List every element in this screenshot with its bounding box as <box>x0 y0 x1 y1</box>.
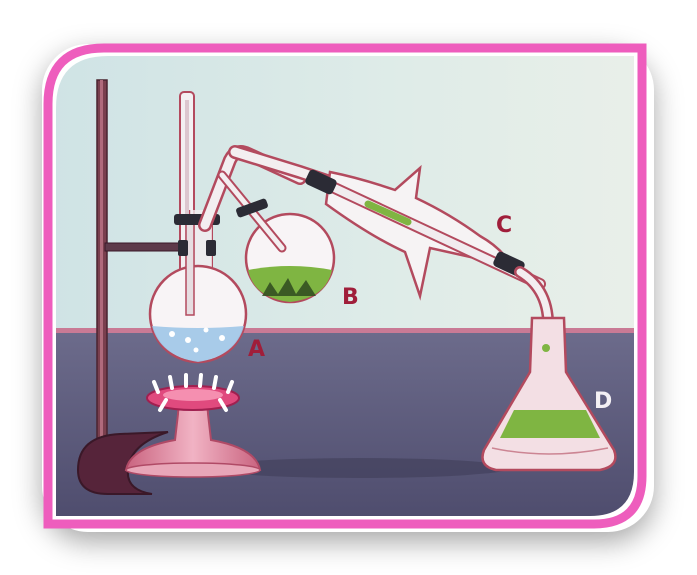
label-c: C <box>496 213 513 238</box>
label-a: A <box>248 337 266 362</box>
label-d: D <box>594 389 613 414</box>
label-b: B <box>342 285 359 310</box>
